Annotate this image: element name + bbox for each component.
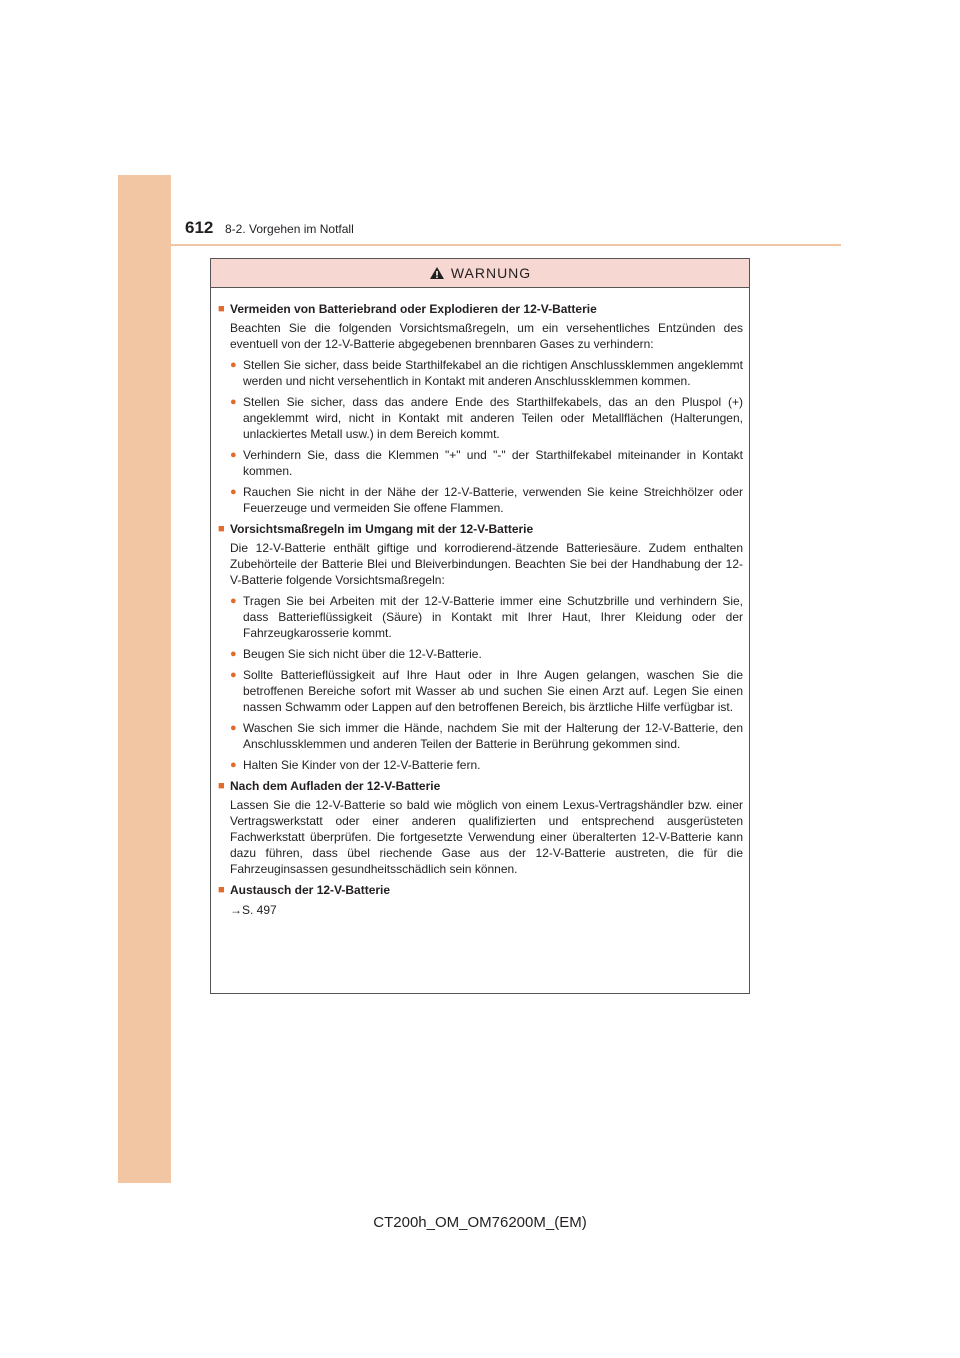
- bullet-item: ● Halten Sie Kinder von der 12-V-Batterie fern.: [218, 757, 743, 773]
- warning-triangle-icon: [429, 266, 445, 280]
- warning-box: [210, 258, 750, 994]
- side-tab-bar: [118, 175, 171, 1183]
- bullet-item: ● Verhindern Sie, dass die Klemmen "+" und "-" der Starthilfekabel miteinander in Kontakt kommen.: [218, 447, 743, 479]
- bullet-item: ● Stellen Sie sicher, dass beide Starthilfekabel an die richtigen Anschlussklemmen angeklemmt werden und nicht versehentlich in Kontakt mit anderen Anschlussklemmen kommen.: [218, 357, 743, 389]
- bullet-item: ● Waschen Sie sich immer die Hände, nachdem Sie mit der Halterung der 12-V-Batterie, den Anschlussklemmen und anderen Teilen der Batterie in Berührung gekommen sind.: [218, 720, 743, 752]
- paragraph: Beachten Sie die folgenden Vorsichtsmaßregeln, um ein versehentliches Entzünden des eventuell von der 12-V-Batterie abgegebenen brennbaren Gases zu verhindern:: [230, 321, 743, 351]
- page-number: 612: [185, 218, 214, 237]
- bullet-item: ● Sollte Batterieflüssigkeit auf Ihre Haut oder in Ihre Augen gelangen, waschen Sie die betroffenen Bereiche sofort mit Wasser ab und suchen Sie einen Arzt auf. Legen Sie einen nassen Schwamm oder Lappen auf den betroffenen Bereich, bis ärztliche Hilfe verfügbar ist.: [218, 667, 743, 715]
- bullet-item: ● Stellen Sie sicher, dass das andere Ende des Starthilfekabels, das an den Pluspol (+) angeklemmt wird, nicht in Kontakt mit anderen Teilen oder Metallflächen (Halterungen, unlackiertes Metall usw.) in dem Bereich kommt.: [218, 394, 743, 442]
- bullet-item: ● Tragen Sie bei Arbeiten mit der 12-V-Batterie immer eine Schutzbrille und verhindern Sie, dass Batterieflüssigkeit (Säure) in Kontakt mit Ihrer Haut, Ihrer Kleidung oder der Fahrzeugkarosserie kommt.: [218, 593, 743, 641]
- header-rule: [171, 244, 841, 246]
- heading-after-charging: ■ Nach dem Aufladen der 12-V-Batterie: [218, 778, 743, 794]
- paragraph: Die 12-V-Batterie enthält giftige und korrodierend-ätzende Batteriesäure. Zudem enthalten Zubehörteile der Batterie Blei und Bleiverbindungen. Beachten Sie bei der Handhabung der 12-V-Batterie folgende Vorsichtsmaßregeln:: [230, 541, 743, 587]
- heading-battery-handling: ■ Vorsichtsmaßregeln im Umgang mit der 12-V-Batterie: [218, 521, 743, 537]
- heading-battery-replacement: ■ Austausch der 12-V-Batterie: [218, 882, 743, 898]
- page-reference-link[interactable]: →S. 497: [230, 903, 277, 917]
- warning-content: [211, 288, 749, 918]
- section-title: 8-2. Vorgehen im Notfall: [225, 222, 354, 236]
- bullet-item: ● Rauchen Sie nicht in der Nähe der 12-V-Batterie, verwenden Sie keine Streichhölzer oder Feuerzeuge und vermeiden Sie offene Flammen.: [218, 484, 743, 516]
- warning-title: WARNUNG: [450, 265, 532, 281]
- paragraph: Lassen Sie die 12-V-Batterie so bald wie möglich von einem Lexus-Vertragshändler bzw. einer Vertragswerkstatt oder einer anderen qualifizierten und entsprechend ausgerüsteten Fachwerkstatt überprüfen. Die fortgesetzte Verwendung einer überalterten 12-V-Batterie kann dazu führen, dass übel riechende Gase aus der 12-V-Batterie austreten, die für die Fahrzeuginsassen gesundheitsschädlich sein können.: [230, 798, 743, 876]
- warning-header: [211, 259, 749, 288]
- bullet-item: ● Beugen Sie sich nicht über die 12-V-Batterie.: [218, 646, 743, 662]
- heading-battery-fire: ■ Vermeiden von Batteriebrand oder Explodieren der 12-V-Batterie: [218, 301, 743, 317]
- footer-code: CT200h_OM_OM76200M_(EM): [373, 1214, 587, 1231]
